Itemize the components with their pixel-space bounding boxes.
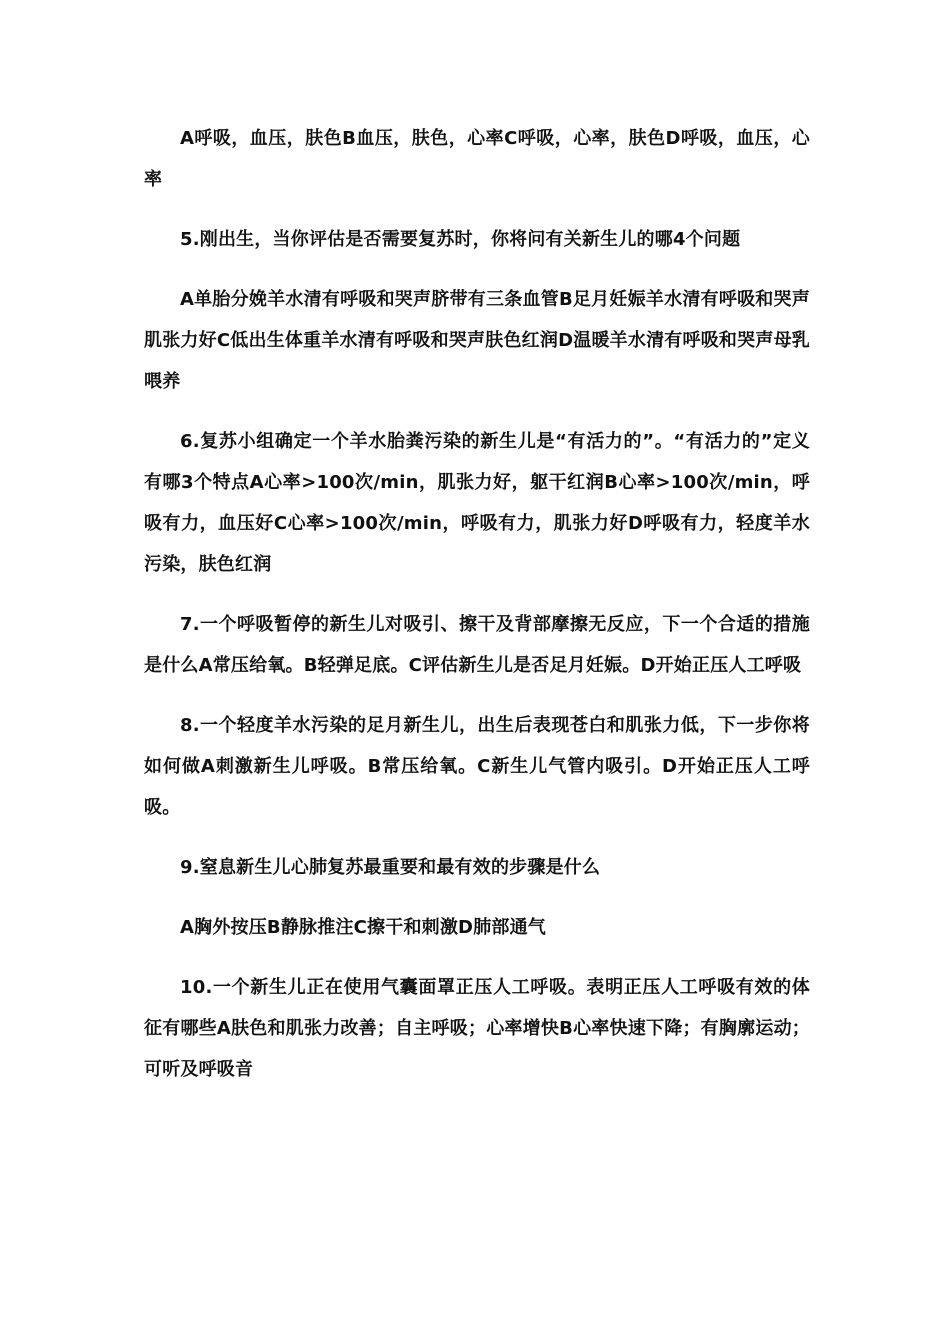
- question-7: 7.一个呼吸暂停的新生儿对吸引、擦干及背部摩擦无反应，下一个合适的措施是什么A常压给氧。B轻弹足底。C评估新生儿是否足月妊娠。D开始正压人工呼吸: [144, 614, 810, 676]
- answer-options-q4: A呼吸，血压，肤色B血压，肤色，心率C呼吸，心率，肤色D呼吸，血压，心率: [144, 128, 810, 190]
- question-5: 5.刚出生，当你评估是否需要复苏时，你将问有关新生儿的哪4个问题: [180, 229, 741, 250]
- answer-options-q5: A单胎分娩羊水清有呼吸和哭声脐带有三条血管B足月妊娠羊水清有呼吸和哭声肌张力好C低出生体重羊水清有呼吸和哭声肤色红润D温暖羊水清有呼吸和哭声母乳喂养: [144, 289, 810, 392]
- question-8: 8.一个轻度羊水污染的足月新生儿，出生后表现苍白和肌张力低，下一步你将如何做A刺激新生儿呼吸。B常压给氧。C新生儿气管内吸引。D开始正压人工呼吸。: [144, 715, 810, 818]
- question-9: 9.窒息新生儿心肺复苏最重要和最有效的步骤是什么: [180, 857, 601, 878]
- question-10: 10.一个新生儿正在使用气囊面罩正压人工呼吸。表明正压人工呼吸有效的体征有哪些A肤色和肌张力改善；自主呼吸；心率增快B心率快速下降；有胸廓运动；可听及呼吸音: [144, 977, 810, 1080]
- question-6: 6.复苏小组确定一个羊水胎粪污染的新生儿是“有活力的”。“有活力的”定义有哪3个特点A心率>100次/min，肌张力好，躯干红润B心率>100次/min，呼吸有力，血压好C心率>100次/min，呼吸有力，肌张力好D呼吸有力，轻度羊水污染，肤色红润: [144, 431, 810, 575]
- document-body: [144, 118, 810, 1109]
- answer-options-q9: A胸外按压B静脉推注C擦干和刺激D肺部通气: [180, 917, 546, 938]
